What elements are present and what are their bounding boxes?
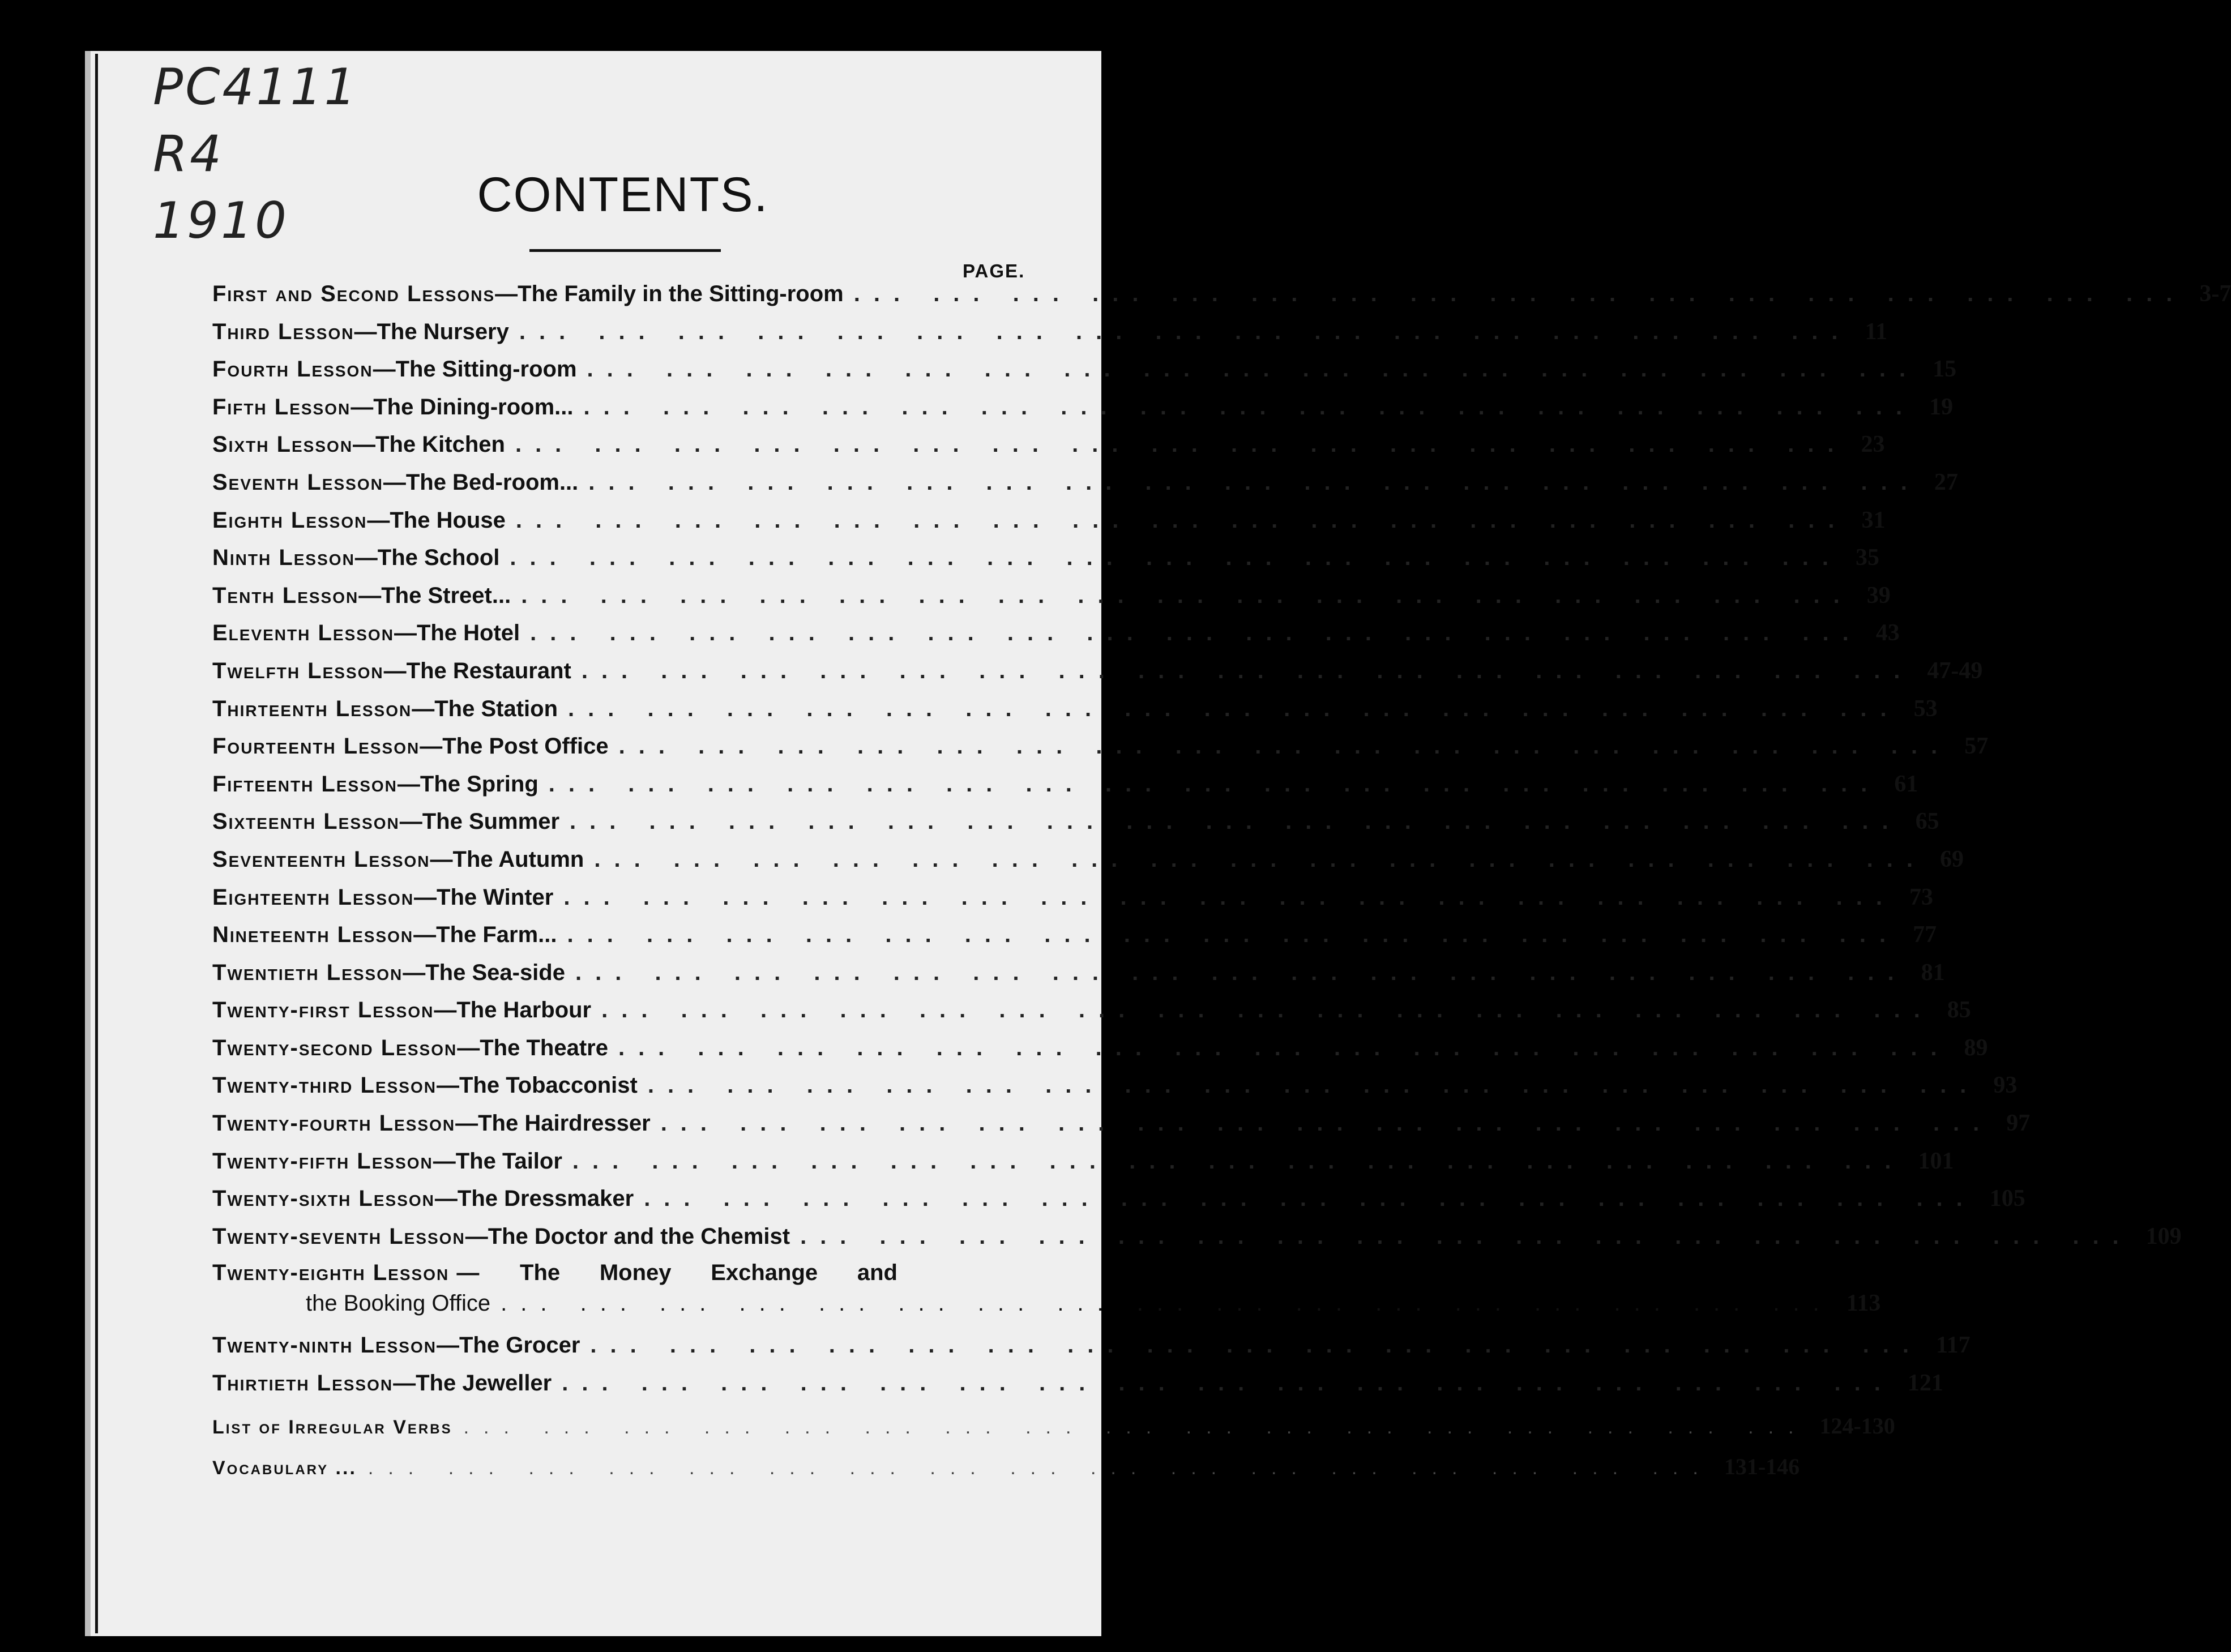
dash: — (358, 583, 382, 608)
lesson-label: Twenty-seventh Lesson (212, 1223, 465, 1249)
binding-rule (95, 54, 98, 1633)
page-number: 97 (2006, 1110, 2031, 1137)
lesson-topic-word: Money (599, 1260, 672, 1286)
dash: — (383, 469, 406, 495)
page-number: 23 (1861, 431, 1885, 458)
lesson-label: Twenty-third Lesson (212, 1073, 437, 1098)
lesson-label: Thirteenth Lesson (212, 696, 412, 721)
appendix-list (212, 1413, 1895, 1494)
lesson-topic: The Hairdresser (478, 1111, 651, 1136)
toc-entry (212, 657, 1983, 695)
page-number: 81 (1921, 959, 1945, 986)
dash: — (430, 846, 453, 872)
dash: — (354, 319, 377, 344)
page-number: 131-146 (1724, 1454, 1800, 1479)
lesson-topic: The House (390, 507, 506, 533)
page-edge-shadow (85, 51, 91, 1636)
toc-entry (212, 884, 1933, 922)
lesson-label: Twenty-fifth Lesson (212, 1148, 433, 1174)
toc-entry (212, 1223, 2182, 1261)
page-number: 35 (1855, 545, 1879, 571)
page-number: 15 (1933, 356, 1957, 383)
lesson-topic: The Dining-room... (373, 394, 574, 420)
toc-entry (212, 356, 1957, 393)
page-number: 65 (1915, 808, 1939, 835)
toc-entry (212, 1072, 2018, 1110)
dot-leader: ... ... ... ... ... ... ... ... ... ... ... ... ... ... ... ... ... (515, 507, 1848, 533)
page-column-heading: PAGE. (963, 260, 1025, 281)
lesson-label: Twenty-eighth Lesson — (212, 1260, 481, 1286)
toc-entry (212, 996, 1971, 1034)
dot-leader: ... ... ... ... ... ... ... ... ... ... ... ... ... ... ... ... ... (618, 734, 1951, 759)
toc-entry (212, 1034, 1988, 1072)
dash: — (403, 960, 426, 985)
dash: — (354, 545, 378, 571)
page-number: 11 (1865, 318, 1888, 345)
dot-leader: ... ... ... ... ... ... ... ... ... ... ... ... ... ... ... ... ... (519, 319, 1852, 344)
page-number: 3-7 (2199, 281, 2231, 307)
appendix-entry (212, 1413, 1895, 1453)
lesson-topic: The Tailor (455, 1148, 562, 1174)
dot-leader: ... ... ... ... ... ... ... ... ... ... ... ... ... ... ... ... ... (647, 1073, 1980, 1098)
lesson-topic: The Winter (437, 884, 554, 910)
toc-entry (212, 733, 1989, 771)
dot-leader: ... ... ... ... ... ... ... ... ... ... ... ... ... ... ... ... ... (563, 884, 1896, 910)
dash: — (399, 809, 422, 834)
lesson-label: Twenty-fourth Lesson (212, 1111, 456, 1136)
lesson-label: Twentieth Lesson (212, 960, 403, 985)
lesson-label: Eighth Lesson (212, 507, 367, 533)
dot-leader: ... ... ... ... ... ... ... ... ... ... ... ... ... ... ... ... ... (590, 1333, 1922, 1358)
lesson-label: Tenth Lesson (212, 583, 359, 608)
page-number: 121 (1907, 1370, 1943, 1397)
lesson-topic-word: Exchange (711, 1260, 818, 1286)
toc-entry (212, 582, 1891, 620)
lesson-topic: The Summer (422, 809, 560, 834)
lesson-topic-word: The (520, 1260, 561, 1286)
dot-leader: ... ... ... ... ... ... ... ... ... ... ... ... ... ... ... ... ... (548, 771, 1881, 797)
call-number-handwritten (153, 54, 358, 254)
page-number: 101 (1918, 1148, 1954, 1174)
lesson-topic: The School (377, 545, 500, 571)
dot-leader: ... ... ... ... ... ... ... ... ... ... ... ... ... ... ... ... ... (618, 1035, 1951, 1060)
page-number: 47-49 (1927, 657, 1983, 684)
lesson-label: Eleventh Lesson (212, 620, 394, 646)
toc-entry (212, 619, 1900, 657)
toc-entry (212, 695, 1938, 733)
lesson-label: Fourteenth Lesson (212, 734, 420, 759)
page-number: 113 (1846, 1290, 1881, 1317)
entry-line (212, 1260, 897, 1286)
dash: — (455, 1111, 478, 1136)
toc-entry (212, 507, 1886, 545)
page-number: 105 (1989, 1185, 2025, 1212)
dot-leader: ... ... ... ... ... ... ... ... ... ... ... ... ... ... ... ... ... (575, 960, 1908, 985)
page-number: 85 (1947, 997, 1971, 1024)
dash: — (413, 922, 437, 948)
dash: — (414, 884, 437, 910)
dash: — (394, 620, 417, 646)
toc-entry (212, 1185, 2025, 1223)
lesson-label: Twenty-sixth Lesson (212, 1186, 435, 1212)
page-number: 93 (1993, 1072, 2018, 1099)
lesson-topic: The Spring (420, 771, 538, 797)
toc-entry (212, 280, 2231, 318)
dot-leader: ... ... ... ... ... ... ... ... ... ... ... ... ... ... ... ... ... (367, 1457, 1713, 1479)
lesson-topic: The Harbour (456, 998, 592, 1023)
dot-leader: ... ... ... ... ... ... ... ... ... ... ... ... ... ... ... ... ... (530, 620, 1862, 646)
lesson-topic: The Theatre (480, 1035, 608, 1060)
dot-leader: ... ... ... ... ... ... ... ... ... ... ... ... ... ... ... ... ... (567, 922, 1900, 948)
dash: — (367, 507, 390, 533)
dot-leader: ... ... ... ... ... ... ... ... ... ... ... ... ... ... ... ... ... (660, 1111, 1993, 1136)
page-number: 53 (1913, 695, 1938, 722)
lesson-topic: The Farm... (436, 922, 557, 948)
page-title: CONTENTS. (477, 168, 769, 222)
lesson-topic: the Booking Office (306, 1291, 491, 1316)
toc-entry (212, 1260, 1881, 1332)
dash: — (457, 1035, 480, 1060)
lesson-topic: The Tobacconist (459, 1073, 638, 1098)
dash: — (436, 1073, 459, 1098)
lesson-topic: The Doctor and the Chemist (488, 1223, 790, 1249)
lesson-label: Sixth Lesson (212, 432, 353, 457)
toc-entry (212, 959, 1945, 997)
lesson-topic: The Restaurant (406, 658, 571, 683)
page-number: 117 (1935, 1332, 1971, 1359)
toc-entry (212, 771, 1918, 808)
call-number-line: 1910 (153, 191, 289, 250)
page-number: 109 (2145, 1223, 2182, 1249)
dot-leader: ... ... ... ... ... ... ... ... ... ... ... ... ... ... ... ... ... (601, 998, 1934, 1023)
dash: — (412, 696, 435, 721)
lesson-label: Nineteenth Lesson (212, 922, 414, 948)
dot-leader: ... ... ... ... ... ... ... ... ... ... ... ... ... ... ... ... ... (501, 1291, 1833, 1316)
lesson-label: Seventeenth Lesson (212, 846, 430, 872)
dot-leader: ... ... ... ... ... ... ... ... ... ... ... ... ... ... ... ... ... (515, 432, 1848, 457)
page-number: 89 (1964, 1034, 1988, 1061)
lesson-topic: The Nursery (377, 319, 509, 344)
page-number: 57 (1964, 733, 1989, 760)
dot-leader: ... ... ... ... ... ... ... ... ... ... ... ... ... ... ... ... ... (853, 281, 2186, 306)
lesson-topic: The Station (434, 696, 558, 721)
toc-entry (212, 469, 1958, 507)
appendix-label: List of Irregular Verbs (212, 1416, 452, 1438)
appendix-entry (212, 1453, 1800, 1494)
lesson-label: Thirtieth Lesson (212, 1371, 394, 1396)
toc-entry (212, 544, 1879, 582)
dot-leader: ... ... ... ... ... ... ... ... ... ... ... ... ... ... ... ... ... (587, 357, 1920, 382)
lesson-topic: The Street... (381, 583, 511, 608)
toc-entry (212, 808, 1939, 846)
dot-leader: ... ... ... ... ... ... ... ... ... ... ... ... ... ... ... ... ... (800, 1223, 2132, 1249)
toc-entry (212, 1110, 2031, 1148)
page-number: 124-130 (1819, 1413, 1895, 1439)
lesson-topic: The Post Office (442, 734, 609, 759)
dash: — (397, 771, 420, 797)
lesson-topic: The Bed-room... (405, 469, 579, 495)
toc-entry (212, 1148, 1954, 1185)
lesson-topic: The Dressmaker (457, 1186, 634, 1212)
entry-line (306, 1290, 1881, 1317)
dash: — (393, 1371, 416, 1396)
lesson-label: Eighteenth Lesson (212, 884, 414, 910)
lesson-topic: The Jeweller (416, 1371, 552, 1396)
dot-leader: ... ... ... ... ... ... ... ... ... ... ... ... ... ... ... ... ... (581, 658, 1914, 683)
dash: — (420, 734, 443, 759)
lesson-label: Twenty-ninth Lesson (212, 1333, 437, 1358)
page-number: 61 (1894, 771, 1918, 797)
lesson-label: Twenty-second Lesson (212, 1035, 458, 1060)
lesson-topic-word: and (857, 1260, 897, 1286)
lesson-topic: The Kitchen (375, 432, 505, 457)
lesson-label: Fourth Lesson (212, 357, 373, 382)
lesson-label: Third Lesson (212, 319, 354, 344)
toc-entry (212, 1369, 1943, 1407)
dot-leader: ... ... ... ... ... ... ... ... ... ... ... ... ... ... ... ... ... (583, 394, 1916, 420)
dash: — (383, 658, 407, 683)
toc-entry (212, 846, 1964, 884)
call-number-line: R4 (153, 125, 224, 183)
toc-entry (212, 318, 1888, 356)
dash: — (434, 998, 457, 1023)
dot-leader: ... ... ... ... ... ... ... ... ... ... ... ... ... ... ... ... ... (568, 696, 1900, 721)
dot-leader: ... ... ... ... ... ... ... ... ... ... ... ... ... ... ... ... ... (572, 1148, 1905, 1174)
dash: — (436, 1333, 459, 1358)
toc-entry (212, 921, 1937, 959)
lesson-label: First and Second Lessons (212, 281, 495, 306)
dot-leader: ... ... ... ... ... ... ... ... ... ... ... ... ... ... ... ... ... (588, 469, 1921, 495)
lesson-topic: The Grocer (459, 1333, 580, 1358)
appendix-label: Vocabulary ... (212, 1457, 357, 1479)
page-number: 73 (1909, 884, 1933, 910)
dot-leader: ... ... ... ... ... ... ... ... ... ... ... ... ... ... ... ... ... (510, 545, 1842, 571)
dash: — (434, 1186, 458, 1212)
page-number: 39 (1866, 582, 1891, 609)
toc-entry (212, 431, 1885, 469)
title-underline (529, 249, 721, 252)
page-number: 27 (1934, 469, 1958, 495)
lesson-topic: The Sitting-room (395, 357, 577, 382)
dot-leader: ... ... ... ... ... ... ... ... ... ... ... ... ... ... ... ... ... (570, 809, 1902, 834)
page-number: 43 (1875, 620, 1900, 647)
lesson-label: Fifteenth Lesson (212, 771, 398, 797)
dash: — (351, 394, 374, 420)
dash: — (433, 1148, 456, 1174)
page-number: 19 (1929, 393, 1954, 420)
dash: — (353, 432, 376, 457)
lesson-label: Sixteenth Lesson (212, 809, 400, 834)
dash: — (373, 357, 396, 382)
toc-entry (212, 1332, 1971, 1369)
lesson-topic: The Hotel (416, 620, 520, 646)
lesson-label: Fifth Lesson (212, 394, 351, 420)
table-of-contents (212, 280, 2231, 1407)
page-number: 77 (1913, 922, 1937, 948)
toc-entry (212, 393, 1954, 431)
lesson-topic: The Sea-side (425, 960, 565, 985)
lesson-label: Twenty-first Lesson (212, 998, 434, 1023)
lesson-topic: The Family in the Sitting-room (518, 281, 844, 306)
lesson-label: Seventh Lesson (212, 469, 383, 495)
call-number-line: PC4111 (153, 58, 358, 116)
lesson-label: Twelfth Lesson (212, 658, 384, 683)
dash: — (495, 281, 518, 306)
page-number: 31 (1861, 507, 1886, 533)
lesson-topic: The Autumn (452, 846, 584, 872)
dot-leader: ... ... ... ... ... ... ... ... ... ... ... ... ... ... ... ... ... (521, 583, 1853, 608)
page-number: 69 (1939, 846, 1964, 872)
lesson-label: Ninth Lesson (212, 545, 355, 571)
dot-leader: ... ... ... ... ... ... ... ... ... ... ... ... ... ... ... ... ... (594, 846, 1926, 872)
dot-leader: ... ... ... ... ... ... ... ... ... ... ... ... ... ... ... ... ... (562, 1371, 1894, 1396)
dash: — (465, 1223, 488, 1249)
dot-leader: ... ... ... ... ... ... ... ... ... ... ... ... ... ... ... ... ... (463, 1416, 1809, 1438)
dot-leader: ... ... ... ... ... ... ... ... ... ... ... ... ... ... ... ... ... (644, 1186, 1976, 1212)
